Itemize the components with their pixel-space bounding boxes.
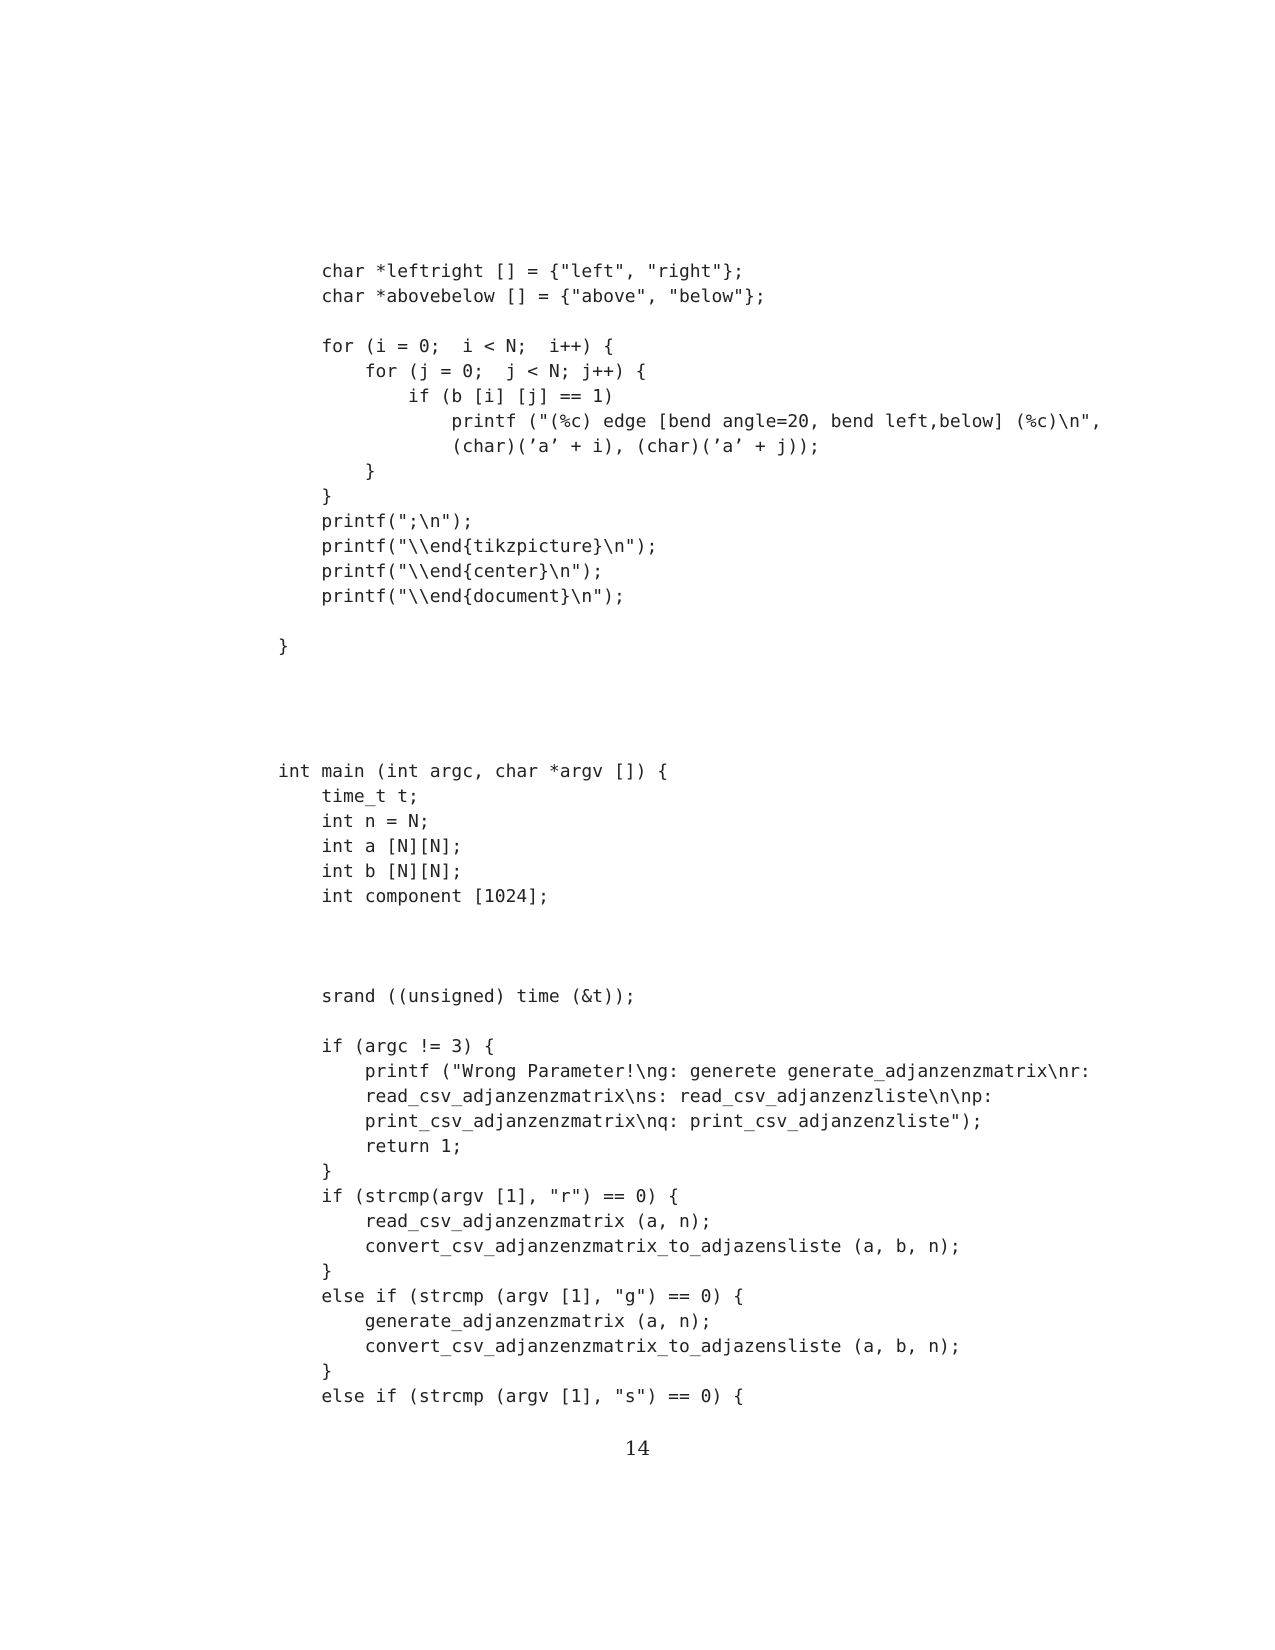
code-line	[278, 309, 1178, 334]
code-line: convert_csv_adjanzenzmatrix_to_adjazensliste (a, b, n);	[278, 1236, 961, 1257]
code-line: int a [N][N];	[278, 836, 463, 857]
code-line	[278, 659, 1178, 684]
code-line: generate_adjanzenzmatrix (a, n);	[278, 1311, 712, 1332]
code-line	[278, 959, 1178, 984]
code-line	[278, 684, 1178, 709]
code-line: int b [N][N];	[278, 861, 463, 882]
code-listing	[278, 259, 1178, 1409]
code-line: printf("\\end{document}\n");	[278, 586, 625, 607]
code-line: read_csv_adjanzenzmatrix\ns: read_csv_adjanzenzliste\n\np:	[278, 1086, 994, 1107]
code-line: if (strcmp(argv [1], "r") == 0) {	[278, 1186, 679, 1207]
page-number: 14	[624, 1436, 651, 1460]
code-line: else if (strcmp (argv [1], "s") == 0) {	[278, 1386, 744, 1407]
code-line	[278, 609, 1178, 634]
code-line: }	[278, 486, 333, 507]
code-line: }	[278, 636, 289, 657]
code-line: }	[278, 1161, 333, 1182]
code-line: time_t t;	[278, 786, 419, 807]
code-line: for (j = 0; j < N; j++) {	[278, 361, 647, 382]
code-line: printf("\\end{tikzpicture}\n");	[278, 536, 658, 557]
code-line: printf ("Wrong Parameter!\ng: generete generate_adjanzenzmatrix\nr:	[278, 1061, 1091, 1082]
code-line: read_csv_adjanzenzmatrix (a, n);	[278, 1211, 712, 1232]
code-line: (char)(’a’ + i), (char)(’a’ + j));	[278, 436, 820, 457]
code-line: int component [1024];	[278, 886, 549, 907]
code-line	[278, 734, 1178, 759]
code-line: }	[278, 461, 376, 482]
code-line	[278, 1009, 1178, 1034]
code-line: int main (int argc, char *argv []) {	[278, 761, 669, 782]
code-line: printf("\\end{center}\n");	[278, 561, 604, 582]
code-line: int n = N;	[278, 811, 430, 832]
code-line: }	[278, 1361, 333, 1382]
code-line: else if (strcmp (argv [1], "g") == 0) {	[278, 1286, 744, 1307]
code-line: printf(";\n");	[278, 511, 474, 532]
code-line: char *abovebelow [] = {"above", "below"};	[278, 286, 766, 307]
code-line: convert_csv_adjanzenzmatrix_to_adjazensliste (a, b, n);	[278, 1336, 961, 1357]
code-line	[278, 909, 1178, 934]
code-line: printf ("(%c) edge [bend angle=20, bend left,below] (%c)\n",	[278, 411, 1102, 432]
code-line	[278, 934, 1178, 959]
code-line	[278, 709, 1178, 734]
code-line: if (argc != 3) {	[278, 1036, 495, 1057]
code-line: print_csv_adjanzenzmatrix\nq: print_csv_adjanzenzliste");	[278, 1111, 983, 1132]
code-line: return 1;	[278, 1136, 463, 1157]
code-line: for (i = 0; i < N; i++) {	[278, 336, 614, 357]
code-line: char *leftright [] = {"left", "right"};	[278, 261, 744, 282]
code-line: }	[278, 1261, 333, 1282]
code-line: srand ((unsigned) time (&t));	[278, 986, 636, 1007]
code-line: if (b [i] [j] == 1)	[278, 386, 614, 407]
